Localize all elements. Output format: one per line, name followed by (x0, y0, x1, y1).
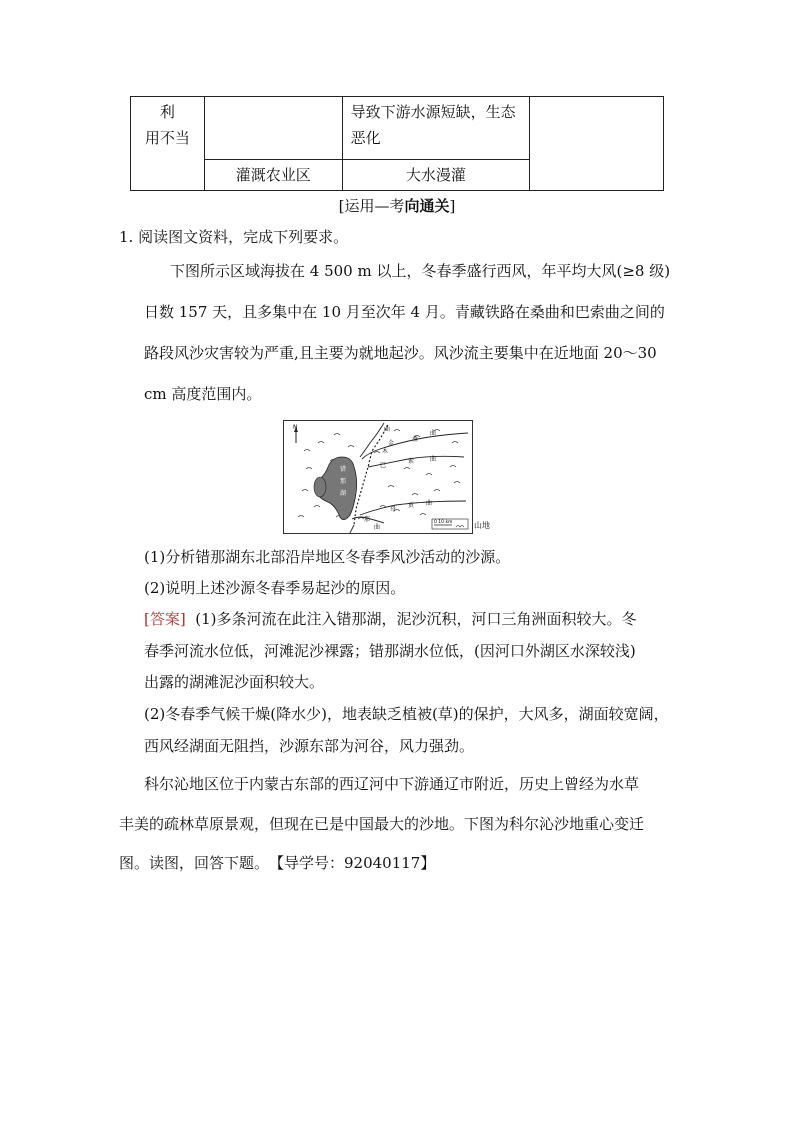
answer-text: 西风经湖面无阻挡，沙源东部为河谷，风力强劲。 (144, 737, 475, 755)
section-header (0, 195, 794, 216)
river-label: 木 (382, 448, 389, 455)
lake-lobe (314, 477, 326, 497)
river-labels (364, 425, 436, 531)
river-label: 索 (408, 458, 415, 465)
section-header-bold: 向通关 (404, 197, 450, 215)
answer-tag: [答案] (144, 610, 186, 628)
river-label: 金 (388, 440, 395, 447)
cuona-lake-map (283, 420, 473, 534)
section-header-close: ] (449, 197, 456, 215)
question-1-prompt (119, 226, 348, 247)
river-label: 曲 (374, 524, 381, 531)
lake-label-char: 那 (340, 478, 347, 485)
map-legend-label: 山地 (474, 521, 490, 530)
cell-text: 大水漫灌 (405, 166, 466, 185)
table-cell-flood-irrigation (342, 159, 530, 190)
question-prompt: 阅读图文资料，完成下列要求。 (138, 228, 349, 246)
question-number: 1. (119, 228, 134, 246)
table-cell-effect (342, 97, 530, 160)
para2-line: 图。读图，回答下题。 【导学号：92040117】 (119, 854, 436, 872)
section-header-open: [运用—考 (338, 197, 405, 215)
north-label: N (293, 424, 298, 431)
para2-line: 丰美的疏林草原景观，但现在已是中国最大的沙地。下图为科尔沁沙地重心变迁 (119, 815, 645, 833)
answer-text: 出露的湖滩泥沙面积较大。 (144, 673, 325, 691)
answer-text: (1)多条河流在此注入错那湖，泥沙沉积，河口三角洲面积较大。冬 (195, 610, 637, 628)
table-cell-empty (204, 97, 342, 160)
cell-text: 利 用不当 (144, 103, 190, 147)
table-cell-empty-right (530, 97, 664, 191)
railway-line (354, 425, 391, 525)
map-svg (284, 421, 472, 533)
river-label: 曲 (430, 430, 437, 437)
q1-para-line: 日数 157 天，且多集中在 10 月至次年 4 月。青藏铁路在桑曲和巴索曲之间的 (144, 303, 665, 321)
river-label: 曲 (430, 456, 437, 463)
answer-text: 春季河流水位低，河滩泥沙裸露；错那湖水位低，(因河口外湖区水深较浅) (144, 642, 636, 660)
q1-para-line: cm 高度范围内。 (144, 385, 262, 403)
answer-text: (2)冬春季气候干燥(降水少)，地表缺乏植被(草)的保护，大风多，湖面较宽阔， (144, 705, 669, 723)
para2-line: 科尔沁地区位于内蒙古东部的西辽河中下游通辽市附近，历史上曾经为水草 (144, 775, 640, 793)
lake-label-char: 错 (340, 466, 347, 473)
river-label: 曲 (426, 500, 433, 507)
lake-label-char: 湖 (340, 490, 347, 497)
river-label: 贡 (408, 502, 415, 509)
land-use-table (130, 96, 664, 191)
q1-para-line: 下图所示区域海拔在 4 500 m 以上，冬春季盛行西风，年平均大风(≥8 级) (170, 262, 671, 280)
river-label: 巴 (380, 462, 387, 469)
river-label: 桑 (412, 436, 419, 443)
cell-text: 灌溉农业区 (235, 166, 311, 185)
river-label: 那 (364, 516, 371, 523)
table-cell-misuse (131, 97, 205, 191)
sub-question-1: (1)分析错那湖东北部沿岸地区冬春季风沙活动的沙源。 (144, 548, 511, 566)
answer-line-1 (144, 608, 637, 629)
river-label: 母 (390, 506, 397, 513)
cell-text: 导致下游水源短缺，生态恶化 (350, 103, 516, 147)
sub-question-2: (2)说明上述沙源冬春季易起沙的原因。 (144, 579, 406, 597)
mountain-hatching (298, 430, 460, 520)
table-cell-irrigation-area (204, 159, 342, 190)
q1-para-line: 路段风沙灾害较为严重,且主要为就地起沙。风沙流主要集中在近地面 20～30 (144, 344, 657, 362)
lake-label (340, 465, 346, 497)
scale-label: 0 10 km (434, 520, 453, 525)
river-label: 曲 (384, 426, 391, 433)
